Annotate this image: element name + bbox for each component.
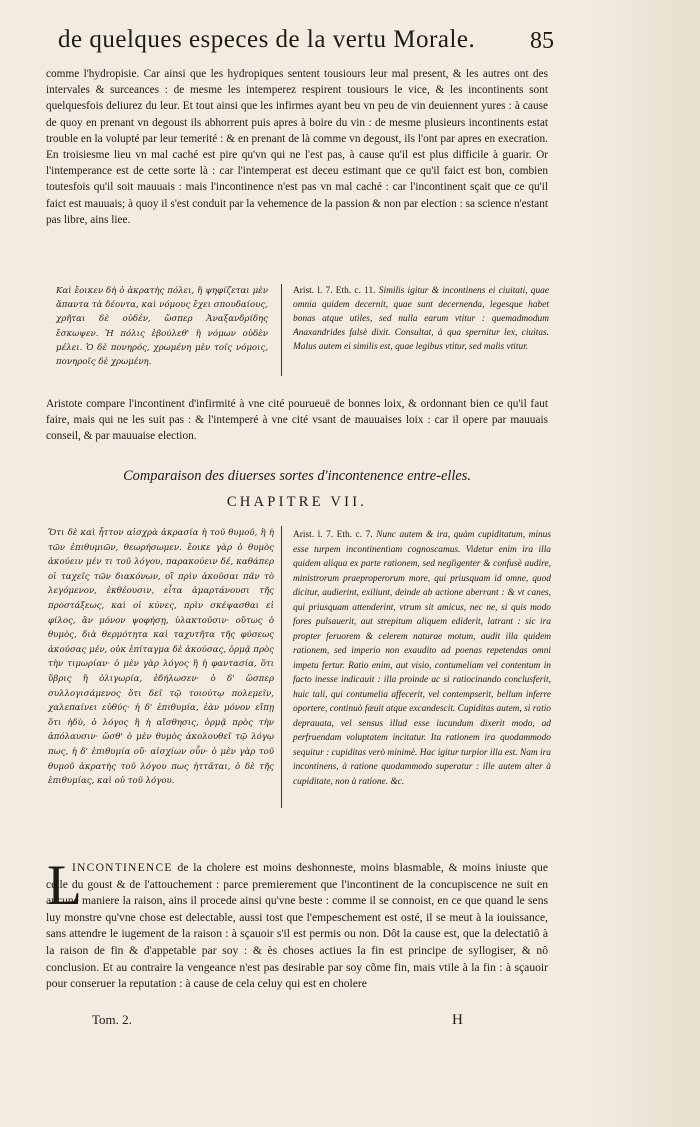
running-header [58,26,558,54]
paragraph-3-text: de la cholere est moins deshonneste, moins blasmable, & moins iniuste que celle du goust & de l'attouchement : parce premierement que l'incontinent de la concupiscence ne suit en aucune maniere la raison, ains il procede ainsi qu'vne beste : comme il se connoist, en ce que quand le sens luy monstre qu'vne chose est delectable, aussi tost que l'empeschement est osté, il se meut à la iouissance, sans attendre le iugement de la raison : à sçauoir s'il est permis ou non. Dôt la cause est, que la delectatiô à la raison de fin & d'appetable par soy : & ès choses actiues la fin est principe de syllogiser, & nô conclusion. Et au contraire la vengeance n'est pas desirable par soy cõme fin, mais vtile à la fin : à sçauoir pour conseruer la reputation : à cause de cela celuy qui est en cholere [46,861,548,991]
latin-quote-2 [293,528,551,789]
running-title: de quelques especes de la vertu Morale. [58,26,476,53]
greek-quote-1: Καὶ ἔοικεν δὴ ὁ ἀκρατὴς πόλει, ἣ ψηφίζεται μὲν ἅπαντα τὰ δέοντα, καὶ νόμους ἔχει σπουδαίους, χρῆται δὲ οὐδέν, ὥσπερ Ἀναξανδρίδης ἔσκωψεν. Ἡ πόλις ἐβούλεθ' ἣ νόμων οὐδὲν μέλει. Ὁ δὲ πονηρός, χρωμένη μὲν τοῖς νόμοις, πονηροῖς δὲ χρωμένη. [56,286,268,368]
latin-text-2: Nunc autem & ira, quàm cupiditatum, minus esse turpem incontinentiam cognoscamus. Videtur enim ira illa quidem aliqua ex parte rationem, sed negligenter & confusè audire, ministrorum praeproperorum more, qui priusquam id omne, quod dicitur, audierint, exiliunt, deinde ab actione aberrant : & vt canes, qui priusquam attenderint, vtrum sit amicus, nec ne, si quis modo fores pulsauerit, aut strepitum aliquem ediderit, latrant : sic ira propter feruorem & celerem naturae motum, audit illa quidem rationem, sed imperio non exaudito ad poenas repetendas omni impetu fertur. Ratio enim, aut visio, contumeliam vel contentum in facto inesse indicauit : illa proinde ac si ratiocinando conclusferit, huic tali, qui contumelia affecerit, vel contempserit, bellum inferre oportere, continuò fæuit atque excandescit. Cupiditas autem, si ratio deprauata, vel sensus illud esse iucundum dixerit modo, ad perfruendam voluptatem incitatur. Ita rationem ira quodammodo sequitur : cupiditas verò minimè. Hac igitur turpior illa est. Nam ira incontinens, à ratione quodammodo superatur : ille autem alter à cupiditate, non à ratione. &c. [293,530,551,787]
paragraph-3 [46,860,548,993]
latin-reference-1: Arist. l. 7. Eth. c. 11. [293,286,376,296]
column-divider-1 [281,284,282,376]
column-divider-2 [281,526,282,808]
section-subtitle: Comparaison des diuerses sortes d'incontenence entre-elles. [123,468,471,484]
first-word: INCONTINENCE [72,861,173,874]
chapter-heading: CHAPITRE VII. [226,494,368,510]
latin-quote-1 [293,284,549,354]
paragraph-2: Aristote compare l'incontinent d'infirmité à vne cité pourueuë de bonnes loix, & ordonnant bien ce qu'il faut faire, mais qui ne les suit pas : & l'intemperé à vne cité vsant de mauuaises loix : car il opere par mauuais conseil, & par mauuaise election. [46,398,548,443]
paragraph-1: comme l'hydropisie. Car ainsi que les hydropiques sentent tousiours leur mal present, & les autres ont des intervales & surceances : de mesme les intemperez respirent tousiours le vice, & les incontinents sont quelquesfois deliurez du leur. Et tout ainsi que les infirmes ayant beu vn peu de vin deuiennent yures : à cause de quoy en prenant vn degoust ils abhorrent puis apres à boire du vin : de mesme plusieurs incontinents estat trouble en la volupté par leur temerité : & en prenant de là comme vn degoust, ils l'ont par apres en execration. En troisiesme lieu vn mal caché est pire qu'vn qui ne l'est pas, à cause qu'il est plus difficile à guarir. Or l'intemperance est de cette sorte là : car l'intemperat est deceu estimant que ce qu'il faict est bon, combien toutesfois qu'il soit mauuais : mais l'incontinence n'est pas vn mal caché : car l'incontinent sçait que ce qu'il faict est mauuais; à quoy il s'est conduit par la vehemence de la passion & non par election : sa science n'estant pas libre, ains liee. [46,68,548,226]
latin-text-1: Similis igitur & incontinens ei ciuitati, quae omnia quidem decernit, quae sunt decernenda, legesque habet bonas atque utiles, sed nulla earum vtitur : quemadmodum Anaxandrides falsè dixit. Consultat, à qua spernitur lex, ciuitas. Malus autem ei similis est, quae legibus vtitur, sed malis vtitur. [293,286,550,353]
latin-reference-2: Arist. l. 7. Eth. c. 7. [293,530,373,540]
signature-right: H [452,1012,463,1028]
greek-quote-2: Ὅτι δὲ καὶ ἧττον αἰσχρὰ ἀκρασία ἡ τοῦ θυμοῦ, ἢ ἡ τῶν ἐπιθυμιῶν, θεωρήσωμεν. ἔοικε γὰρ ὁ θυμὸς ἀκούειν μέν τι τοῦ λόγου, παρακούειν δέ, καθάπερ οἱ ταχεῖς τῶν διακόνων, οἳ πρὶν ἀκοῦσαι πᾶν τὸ λεγόμενον, ἐκθέουσιν, εἶτα ἁμαρτάνουσι τῆς προστάξεως, καὶ οἱ κύνες, πρὶν σκέψασθαι εἰ φίλος, ἂν μόνον ψοφήσῃ, ὑλακτοῦσιν· οὕτως ὁ θυμὸς, διὰ θερμότητα καὶ ταχυτῆτα τῆς φύσεως ἀκούσας μέν, οὐκ ἐπίταγμα δὲ ἀκούσας, ὁρμᾷ πρὸς τὴν τιμωρίαν· ὁ μὲν γὰρ λόγος ἢ ἡ φαντασία, ὅτι ὕβρις ἢ ὀλιγωρία, ἐδήλωσεν· ὁ δ' ὥσπερ συλλογισάμενος ὅτι δεῖ τῷ τοιούτῳ πολεμεῖν, χαλεπαίνει εὐθύς· ἡ δ' ἐπιθυμία, ἐὰν μόνον εἴπῃ ὅτι ἡδὺ, ὁ λόγος ἢ ἡ αἴσθησις, ὁρμᾷ πρὸς τὴν ἀπόλαυσιν· ὥσθ' ὁ μὲν θυμὸς ἀκολουθεῖ τῷ λόγῳ πως, ἡ δ' ἐπιθυμία οὔ· αἰσχίων οὖν· ὁ μὲν γὰρ τοῦ θυμοῦ ἀκρατὴς τοῦ λόγου πως ἡττᾶται, ὁ δὲ τῆς ἐπιθυμίας, καὶ οὐ τοῦ λόγου. [48,528,274,787]
signature-left: Tom. 2. [92,1012,132,1027]
drop-cap: L [47,854,82,917]
page-number: 85 [530,28,554,54]
page-edge-shade [590,0,700,1127]
